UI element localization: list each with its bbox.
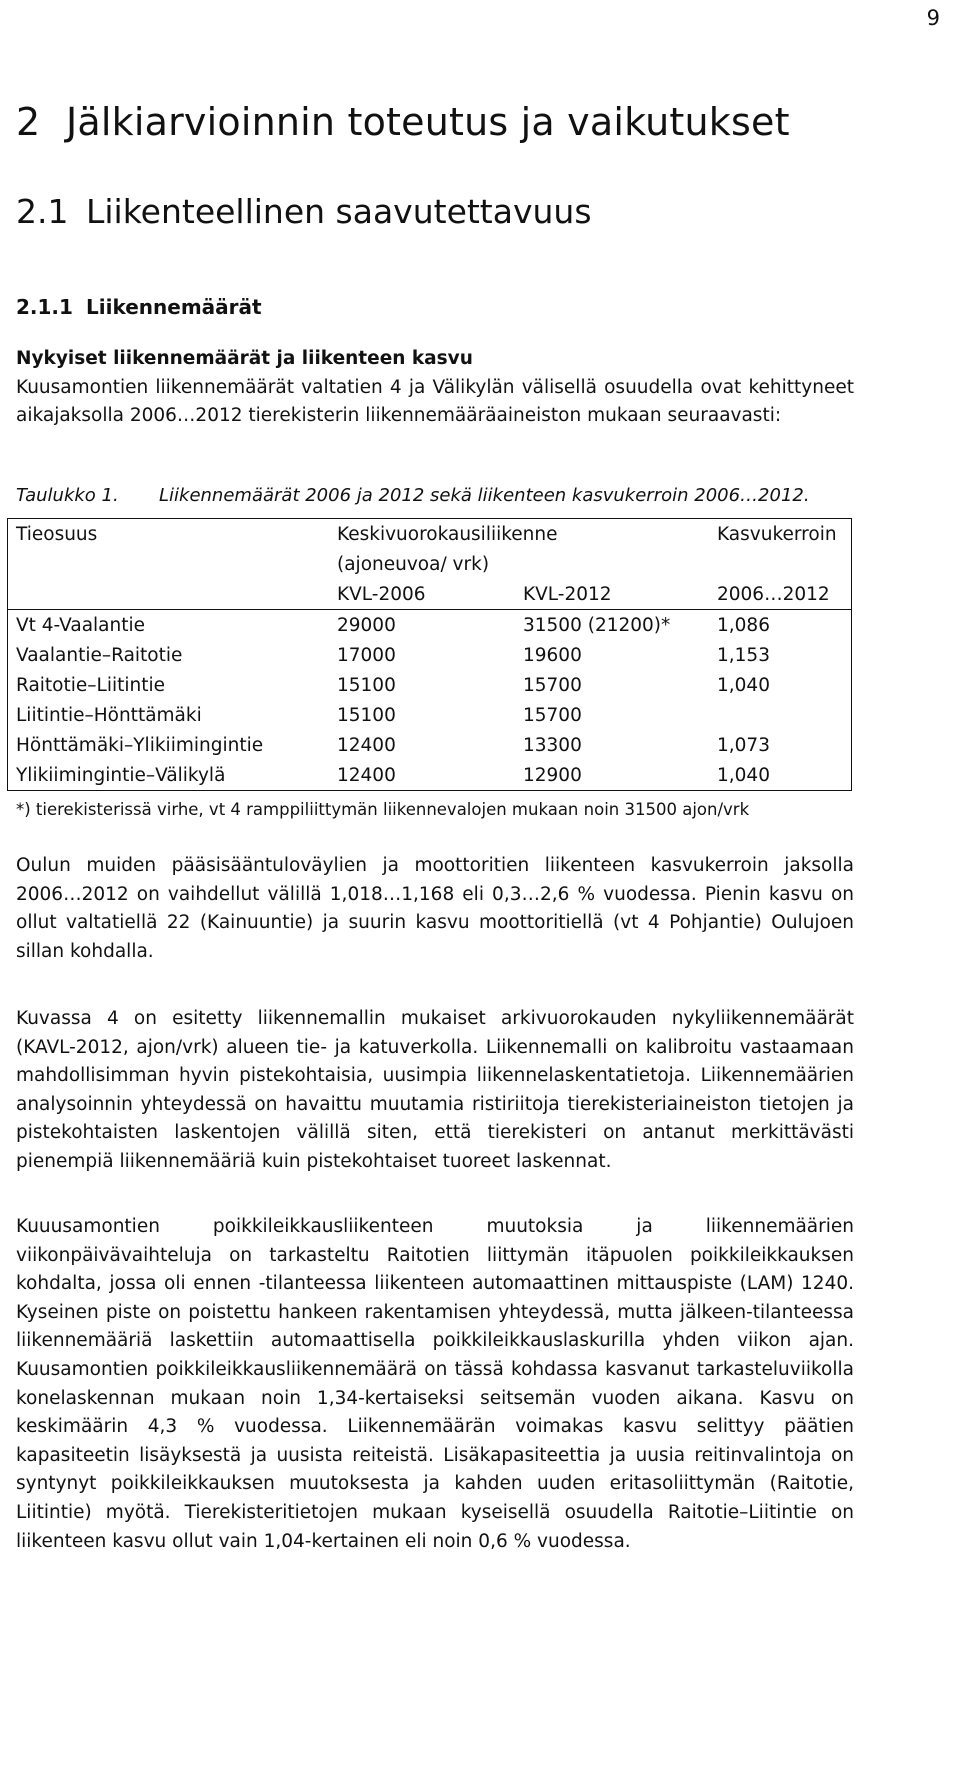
table-row	[8, 700, 852, 730]
intro-subheading: Nykyiset liikennemäärät ja liikenteen kasvu	[16, 348, 473, 369]
cell-section: Ylikiimingintie–Välikylä	[16, 764, 226, 786]
cell-section: Vaalantie–Raitotie	[16, 644, 183, 666]
page-number: 9	[926, 6, 940, 30]
chapter-number: 2	[16, 100, 41, 144]
chapter-heading	[16, 100, 790, 144]
cell-kvl2012: 15700	[523, 674, 582, 696]
section-heading	[16, 192, 592, 231]
table-row	[8, 610, 852, 641]
table-caption	[16, 485, 810, 506]
cell-kvl2012: 15700	[523, 704, 582, 726]
section-title: Liikenteellinen saavutettavuus	[86, 192, 592, 231]
intro-paragraph	[16, 345, 854, 431]
table-caption-text: Liikennemäärät 2006 ja 2012 sekä liikenteen kasvukerroin 2006…2012.	[159, 485, 810, 506]
cell-kvl2006: 29000	[329, 610, 515, 641]
table-footnote: *) tierekisterissä virhe, vt 4 ramppiliittymän liikennevalojen mukaan noin 31500 ajon/vrk	[16, 800, 750, 819]
cell-growth: 1,040	[717, 764, 770, 786]
cell-kvl2012: 12900	[523, 764, 582, 786]
body-paragraph: Kuvassa 4 on esitetty liikennemallin mukaiset arkivuorokauden nykyliikennemäärät (KAVL-2012, ajon/vrk) alueen tie- ja katuverkolla. Liikennemalli on kalibroitu vastaamaan mahdollisimman hyvin pistekohtaisia, uusimpia liikennelaskentatietoja. Liikennemäärien analysoinnin yhteydessä on havaittu muutamia ristiriitoja tierekisteriaineiston tietojen ja pistekohtaisten laskentojen välillä siten, että tierekisteri on antanut merkittävästi pienempiä liikennemääriä kuin pistekohtaiset tuoreet laskennat.	[16, 1008, 854, 1172]
cell-kvl2012: 19600	[523, 644, 582, 666]
subsection-title: Liikennemäärät	[86, 295, 262, 319]
body-paragraph: Kuuusamontien poikkileikkausliikenteen muutoksia ja liikennemäärien viikonpäivävaihteluja on tarkasteltu Raitotien liittymän itäpuolen poikkileikkauksen kohdalta, jossa oli ennen -tilanteessa liikenteen automaattinen mittauspiste (LAM) 1240. Kyseinen piste on poistettu hankeen rakentamisen yhteydessä, mutta jälkeen-tilanteessa liikennemääriä laskettiin automaattisella poikkileikkauslaskurilla yhden viikon ajan. Kuusamontien poikkileikkausliikennemäärä on tässä kohdassa kasvanut tarkasteluviikolla konelaskennan mukaan noin 1,34-kertaiseksi seitsemän vuoden aikana. Kasvu on keskimäärin 4,3 % vuodessa. Liikennemäärän voimakas kasvu selittyy päätien kapasiteetin lisäyksestä ja uusista reiteistä. Lisäkapasiteettia ja uusia reitinvalintoja on syntynyt poikkileikkauksen muutoksesta ja kahden uuden eritasoliittymän (Raitotie, Liitintie) myötä. Tierekisteritietojen mukaan kyseisellä osuudella Raitotie–Liitintie on liikenteen kasvu ollut vain 1,04-kertainen eli noin 0,6 % vuodessa.	[16, 1216, 854, 1552]
cell-growth	[709, 700, 852, 730]
cell-section: Vt 4-Vaalantie	[8, 610, 330, 641]
subsection-heading	[16, 295, 262, 319]
cell-kvl2006: 12400	[337, 764, 396, 786]
table-caption-label: Taulukko 1.	[16, 485, 119, 506]
cell-growth: 1,086	[709, 610, 852, 641]
table-row	[8, 640, 852, 670]
intro-text: Kuusamontien liikennemäärät valtatien 4 ja Välikylän välisellä osuudella ovat kehittyneet aikajaksolla 2006…2012 tierekisterin liikennemääräaineiston mukaan seuraavasti:	[16, 376, 854, 427]
cell-kvl2012: 13300	[523, 734, 582, 756]
header-growth: Kasvukerroin	[717, 523, 837, 545]
cell-growth: 1,153	[717, 644, 770, 666]
table-row	[8, 670, 852, 700]
header-kvl: Keskivuorokausiliikenne	[337, 523, 558, 545]
chapter-title: Jälkiarvioinnin toteutus ja vaikutukset	[66, 100, 790, 144]
table-header-row	[8, 549, 852, 579]
table-header-row	[8, 519, 852, 550]
cell-kvl2006: 17000	[337, 644, 396, 666]
body-paragraph: Oulun muiden pääsisääntuloväylien ja moottoritien liikenteen kasvukerroin jaksolla 2006…2012 on vaihdellut välillä 1,018…1,168 eli 0,3…2,6 % vuodessa. Pienin kasvu on ollut valtatiellä 22 (Kainuuntie) ja suurin kasvu moottoritiellä (vt 4 Pohjantie) Oulujoen sillan kohdalla.	[16, 855, 854, 962]
cell-section: Hönttämäki–Ylikiimingintie	[16, 734, 264, 756]
header-kvl-unit: (ajoneuvoa/ vrk)	[337, 553, 490, 575]
traffic-volume-table	[7, 518, 852, 791]
subsection-number: 2.1.1	[16, 295, 73, 319]
table-header-row	[8, 579, 852, 610]
table-row	[8, 760, 852, 791]
cell-kvl2006: 15100	[337, 704, 396, 726]
cell-section: Raitotie–Liitintie	[16, 674, 166, 696]
cell-growth: 1,073	[717, 734, 770, 756]
header-section: Tieosuus	[16, 523, 98, 545]
cell-kvl2012: 31500 (21200)*	[515, 610, 709, 641]
cell-section: Liitintie–Hönttämäki	[16, 704, 202, 726]
table-row	[8, 730, 852, 760]
cell-growth: 1,040	[717, 674, 770, 696]
cell-kvl2006: 12400	[337, 734, 396, 756]
header-kvl2006: KVL-2006	[337, 583, 426, 605]
section-number: 2.1	[16, 192, 69, 231]
cell-kvl2006: 15100	[337, 674, 396, 696]
header-kvl2012: KVL-2012	[523, 583, 612, 605]
header-growth-period: 2006…2012	[717, 583, 830, 605]
